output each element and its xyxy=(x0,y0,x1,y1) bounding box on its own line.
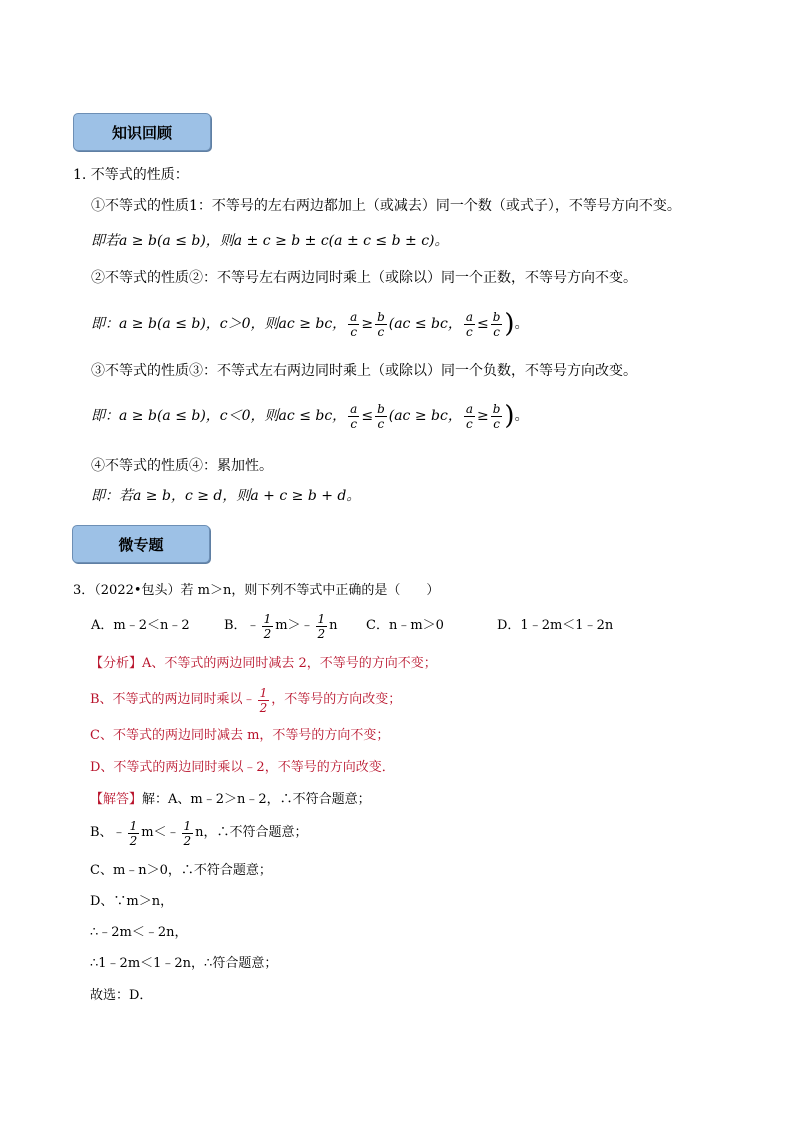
analysis-tag: 【分析】 xyxy=(90,656,143,671)
property-2-math xyxy=(91,309,529,339)
solution-text-2-prefix: B、﹣ xyxy=(90,825,126,840)
section-badge-review-label: 知识回顾 xyxy=(111,123,172,142)
analysis-line-2 xyxy=(90,682,401,718)
solution-line-5: ∴﹣2m＜﹣2n， xyxy=(90,925,188,940)
fraction-one-half-3: $\frac{1}{2}$ xyxy=(259,685,268,715)
option-b-middle: m＞﹣ xyxy=(275,618,314,633)
fraction-one-half-2: $\frac{1}{2}$ xyxy=(317,611,326,641)
analysis-text-1: A、不等式的两边同时减去 2，不等号的方向不变； xyxy=(142,656,437,671)
property-2-math-part1: 即：a ≥ b(a ≤ b)，c＞0，则ac ≥ bc， xyxy=(91,316,347,332)
fraction-a-over-c-4: $\frac{a}{c}$ xyxy=(465,401,473,431)
fraction-b-over-c: $\frac{b}{c}$ xyxy=(377,309,385,339)
solution-line-3: C、m﹣n＞0，∴不符合题意； xyxy=(90,863,272,878)
solution-line-1 xyxy=(90,790,371,810)
property-3-math-part2: (ac ≥ bc， xyxy=(388,408,462,424)
heading-inequality-properties: 1. 不等式的性质： xyxy=(73,167,189,183)
section-badge-topic-label: 微专题 xyxy=(118,535,164,554)
le-symbol-2: ≤ xyxy=(361,408,374,424)
ge-symbol: ≥ xyxy=(361,316,374,332)
property-1-math: 即若a ≥ b(a ≤ b)，则a ± c ≥ b ± c(a ± c ≤ b ± c)。 xyxy=(91,233,449,249)
analysis-text-2-prefix: B、不等式的两边同时乘以﹣ xyxy=(90,692,256,707)
option-b-suffix: n xyxy=(329,618,338,633)
property-3-math xyxy=(91,401,529,431)
fraction-one-half: $\frac{1}{2}$ xyxy=(263,611,272,641)
period: 。 xyxy=(514,316,529,332)
analysis-line-3: C、不等式的两边同时减去 m，不等号的方向不变； xyxy=(90,728,390,743)
property-3-text: ③不等式的性质③：不等式左右两边同时乘上（或除以）同一个负数，不等号方向改变。 xyxy=(91,363,637,379)
close-paren: ) xyxy=(504,309,515,339)
le-symbol: ≤ xyxy=(477,316,489,332)
solution-text-1: 解：A、m﹣2＞n﹣2，∴不符合题意； xyxy=(142,792,371,807)
analysis-line-1 xyxy=(90,654,437,674)
fraction-one-half-5: $\frac{1}{2}$ xyxy=(183,818,192,848)
fraction-b-over-c-3: $\frac{b}{c}$ xyxy=(377,401,385,431)
property-1-text: ①不等式的性质1：不等号的左右两边都加上（或减去）同一个数（或式子），不等号方向不变。 xyxy=(91,198,681,214)
section-badge-review xyxy=(73,113,211,151)
analysis-text-2-suffix: ，不等号的方向改变； xyxy=(271,692,402,707)
fraction-b-over-c-4: $\frac{b}{c}$ xyxy=(492,401,501,431)
property-3-math-part1: 即：a ≥ b(a ≤ b)，c＜0，则ac ≤ bc， xyxy=(91,408,347,424)
solution-line-4: D、∵m＞n， xyxy=(90,894,174,909)
solution-text-2-suffix: n，∴不符合题意； xyxy=(195,825,308,840)
section-badge-topic xyxy=(72,525,210,563)
close-paren-2: ) xyxy=(504,401,515,431)
analysis-line-4: D、不等式的两边同时乘以﹣2，不等号的方向改变． xyxy=(90,760,395,775)
option-b xyxy=(224,608,338,644)
fraction-a-over-c: $\frac{a}{c}$ xyxy=(350,309,358,339)
option-a: A．m﹣2＜n﹣2 xyxy=(91,618,190,633)
period-2: 。 xyxy=(514,408,529,424)
option-d: D．1﹣2m＜1﹣2n xyxy=(497,618,614,633)
solution-line-6: ∴1﹣2m＜1﹣2n，∴符合题意； xyxy=(90,956,278,971)
property-4-math: 即：若a ≥ b，c ≥ d，则a + c ≥ b + d。 xyxy=(91,488,361,504)
option-c: C．n﹣m＞0 xyxy=(366,618,444,633)
ge-symbol-2: ≥ xyxy=(477,408,489,424)
solution-line-7: 故选：D． xyxy=(90,988,153,1003)
property-2-math-part2: (ac ≤ bc， xyxy=(388,316,462,332)
option-b-prefix: B．﹣ xyxy=(224,618,260,633)
fraction-one-half-4: $\frac{1}{2}$ xyxy=(129,818,138,848)
fraction-b-over-c-2: $\frac{b}{c}$ xyxy=(492,309,501,339)
solution-line-2 xyxy=(90,815,308,851)
property-4-text: ④不等式的性质④：累加性。 xyxy=(91,458,273,474)
fraction-a-over-c-3: $\frac{a}{c}$ xyxy=(350,401,358,431)
solution-text-2-middle: m＜﹣ xyxy=(141,825,180,840)
solution-tag: 【解答】 xyxy=(90,792,143,807)
question-stem: 3．（2022•包头）若 m＞n，则下列不等式中正确的是（ ） xyxy=(73,583,440,598)
fraction-a-over-c-2: $\frac{a}{c}$ xyxy=(465,309,473,339)
property-2-text: ②不等式的性质②：不等号左右两边同时乘上（或除以）同一个正数，不等号方向不变。 xyxy=(91,270,637,286)
